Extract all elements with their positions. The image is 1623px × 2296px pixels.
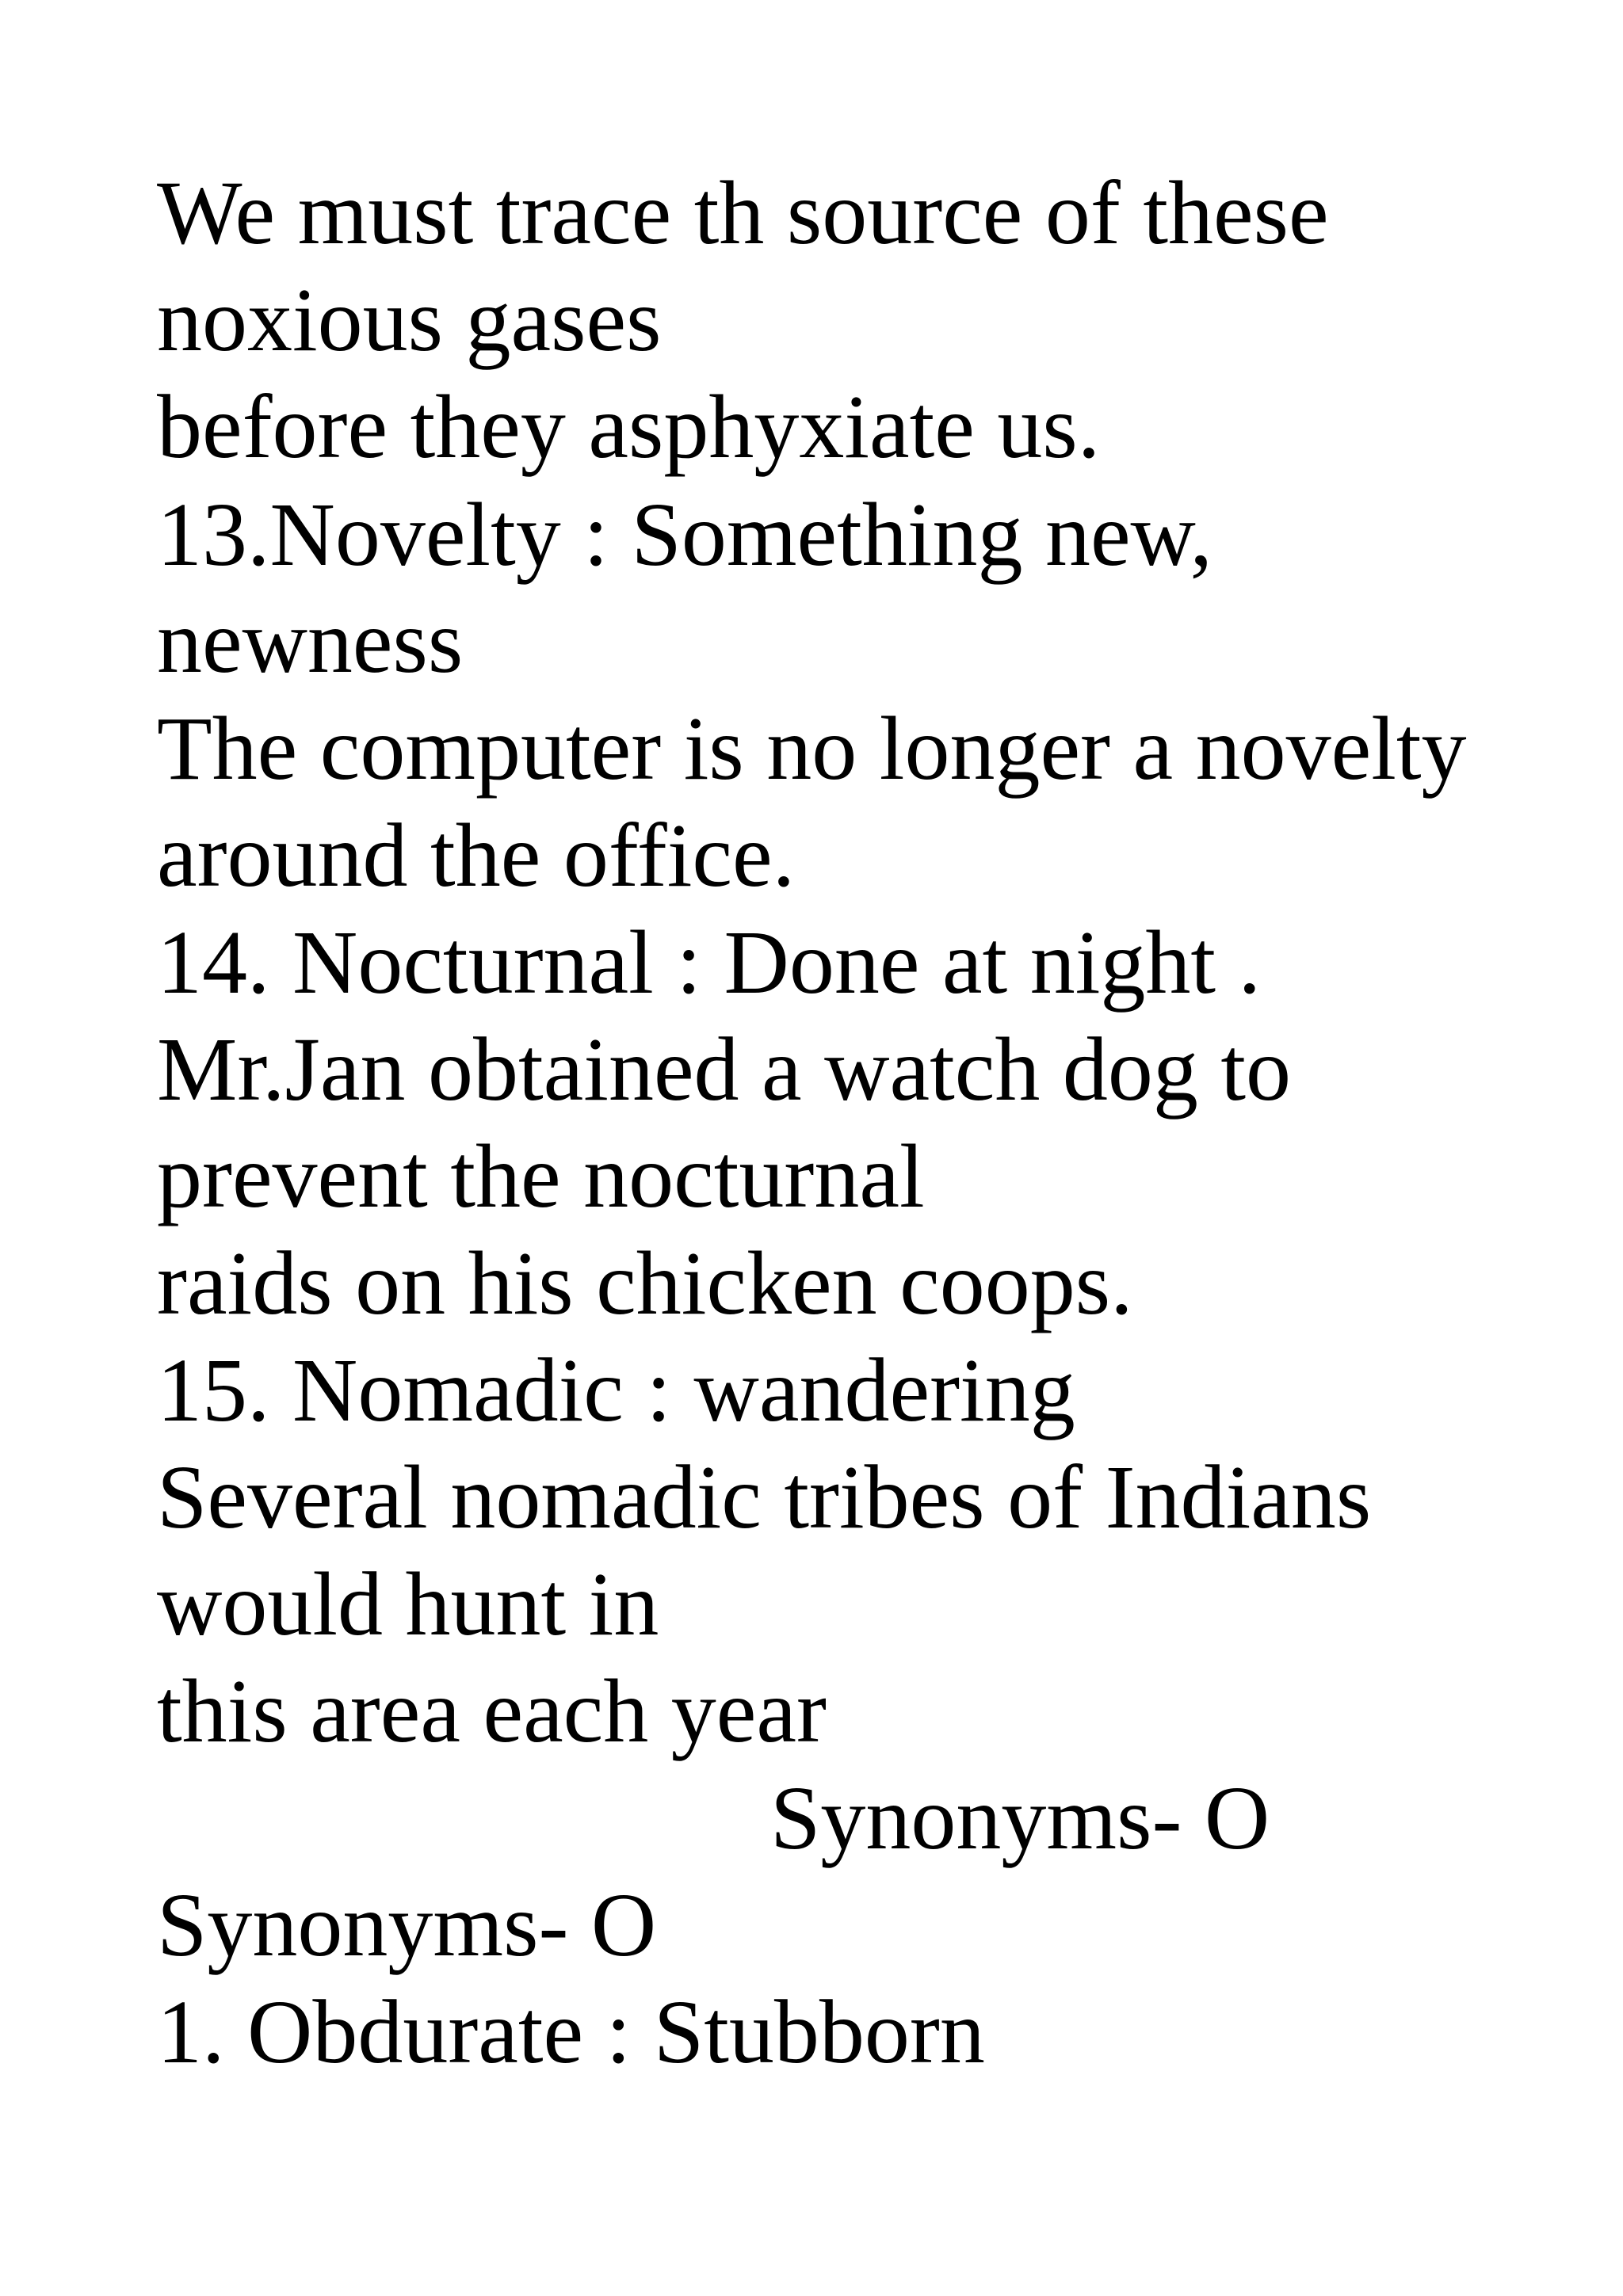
text-line-6: The computer is no longer a novelty bbox=[157, 698, 1467, 799]
text-line-11: raids on his chicken coops. bbox=[157, 1233, 1133, 1333]
text-line-1: We must trace th source of these bbox=[157, 162, 1329, 263]
text-line-15: this area each year bbox=[157, 1661, 827, 1761]
text-line-2: noxious gases bbox=[157, 269, 662, 370]
text-line-3: before they asphyxiate us. bbox=[157, 376, 1101, 477]
text-line-13: Several nomadic tribes of Indians bbox=[157, 1447, 1372, 1547]
entry-1-heading: 1. Obdurate : Stubborn bbox=[157, 1981, 985, 2082]
text-line-9: Mr.Jan obtained a watch dog to bbox=[157, 1019, 1292, 1119]
text-line-7: around the office. bbox=[157, 805, 796, 906]
entry-14-heading: 14. Nocturnal : Done at night . bbox=[157, 912, 1262, 1013]
text-line-14: would hunt in bbox=[157, 1554, 659, 1654]
entry-13-heading: 13.Novelty : Something new, bbox=[157, 484, 1212, 585]
text-line-10: prevent the nocturnal bbox=[157, 1126, 925, 1226]
section-heading: Synonyms- O bbox=[157, 1875, 657, 1975]
entry-15-heading: 15. Nomadic : wandering bbox=[157, 1340, 1075, 1440]
section-heading-centered: Synonyms- O bbox=[770, 1768, 1270, 1868]
text-line-5: newness bbox=[157, 591, 464, 692]
